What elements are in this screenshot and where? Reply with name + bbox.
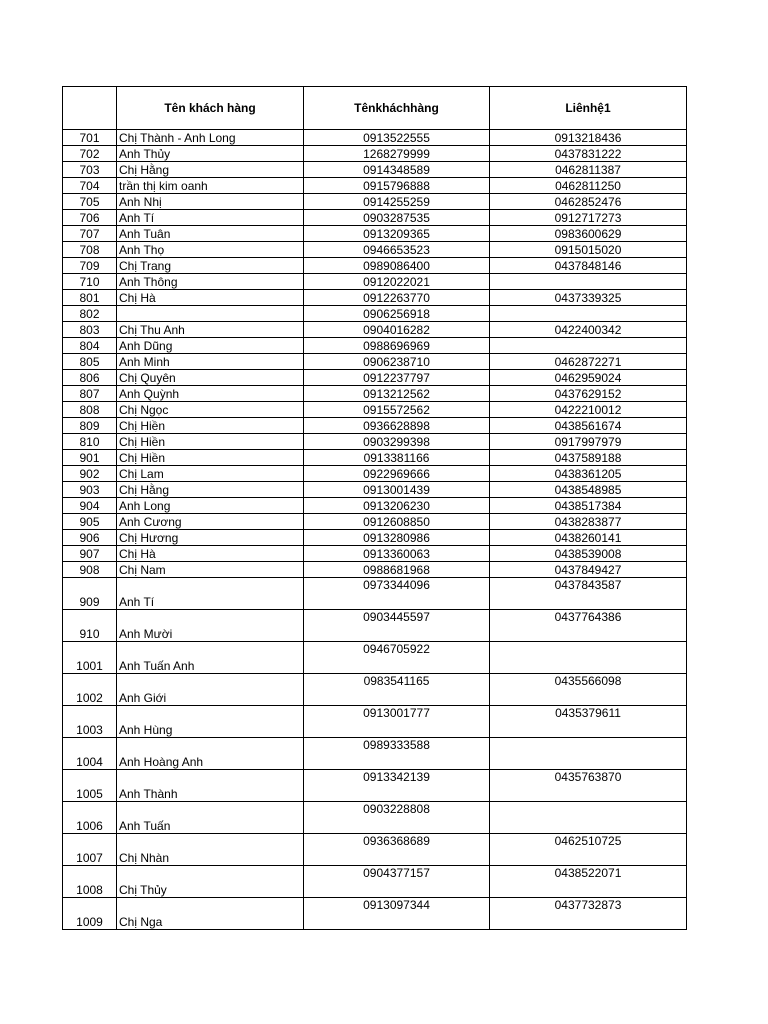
cell-phone: 0913206230 xyxy=(304,498,490,514)
cell-unit-id: 706 xyxy=(63,210,117,226)
cell-contact xyxy=(490,642,687,674)
cell-unit-id: 801 xyxy=(63,290,117,306)
table-row xyxy=(63,674,687,706)
cell-unit-id: 909 xyxy=(63,578,117,610)
cell-contact xyxy=(490,338,687,354)
cell-customer-name: Anh Long xyxy=(117,498,304,514)
table-row xyxy=(63,354,687,370)
cell-unit-id: 905 xyxy=(63,514,117,530)
cell-contact: 0437848146 xyxy=(490,258,687,274)
header-row xyxy=(63,87,687,130)
cell-customer-name: Anh Tuấn xyxy=(117,802,304,834)
cell-unit-id: 804 xyxy=(63,338,117,354)
table-row xyxy=(63,866,687,898)
cell-customer-name: Anh Tuân xyxy=(117,226,304,242)
cell-customer-name: Anh Thủy xyxy=(117,146,304,162)
customer-table xyxy=(62,86,687,930)
cell-customer-name: Anh Thông xyxy=(117,274,304,290)
cell-phone: 0983541165 xyxy=(304,674,490,706)
cell-customer-name: Anh Nhị xyxy=(117,194,304,210)
table-row xyxy=(63,450,687,466)
cell-unit-id: 906 xyxy=(63,530,117,546)
table-row xyxy=(63,738,687,770)
cell-unit-id: 901 xyxy=(63,450,117,466)
cell-unit-id: 701 xyxy=(63,130,117,146)
cell-contact: 0462872271 xyxy=(490,354,687,370)
table-row xyxy=(63,562,687,578)
cell-contact: 0422400342 xyxy=(490,322,687,338)
cell-contact: 0438548985 xyxy=(490,482,687,498)
cell-customer-name: Chị Thành - Anh Long xyxy=(117,130,304,146)
cell-contact: 0438260141 xyxy=(490,530,687,546)
table-row xyxy=(63,466,687,482)
cell-unit-id: 702 xyxy=(63,146,117,162)
cell-contact: 0437732873 xyxy=(490,898,687,930)
cell-customer-name: Chị Hiền xyxy=(117,418,304,434)
table-row xyxy=(63,706,687,738)
table-row xyxy=(63,898,687,930)
cell-customer-name: Chị Ngọc xyxy=(117,402,304,418)
cell-contact: 0913218436 xyxy=(490,130,687,146)
cell-phone: 0936628898 xyxy=(304,418,490,434)
cell-phone: 0906256918 xyxy=(304,306,490,322)
table-row xyxy=(63,482,687,498)
cell-unit-id: 704 xyxy=(63,178,117,194)
cell-unit-id: 904 xyxy=(63,498,117,514)
cell-phone: 0913360063 xyxy=(304,546,490,562)
cell-customer-name: Chị Thu Anh xyxy=(117,322,304,338)
cell-phone: 0913097344 xyxy=(304,898,490,930)
cell-contact: 0435566098 xyxy=(490,674,687,706)
cell-contact: 0422210012 xyxy=(490,402,687,418)
cell-customer-name: Anh Tí xyxy=(117,578,304,610)
cell-contact: 0438361205 xyxy=(490,466,687,482)
cell-customer-name: Anh Tuấn Anh xyxy=(117,642,304,674)
cell-customer-name: Anh Dũng xyxy=(117,338,304,354)
cell-unit-id: 808 xyxy=(63,402,117,418)
cell-unit-id: 807 xyxy=(63,386,117,402)
cell-unit-id: 810 xyxy=(63,434,117,450)
table-row xyxy=(63,306,687,322)
cell-customer-name: Chị Hà xyxy=(117,290,304,306)
table-row xyxy=(63,274,687,290)
table-row xyxy=(63,642,687,674)
cell-phone: 0912237797 xyxy=(304,370,490,386)
cell-contact xyxy=(490,306,687,322)
cell-unit-id: 802 xyxy=(63,306,117,322)
cell-phone: 0988681968 xyxy=(304,562,490,578)
cell-contact: 0437849427 xyxy=(490,562,687,578)
cell-customer-name: Chị Hằng xyxy=(117,162,304,178)
cell-contact: 0437339325 xyxy=(490,290,687,306)
cell-phone: 0913381166 xyxy=(304,450,490,466)
cell-phone: 0915796888 xyxy=(304,178,490,194)
table-row xyxy=(63,498,687,514)
cell-contact xyxy=(490,738,687,770)
cell-phone: 0912022021 xyxy=(304,274,490,290)
table-row xyxy=(63,226,687,242)
table-row xyxy=(63,162,687,178)
cell-customer-name: Chị Thủy xyxy=(117,866,304,898)
cell-unit-id: 1003 xyxy=(63,706,117,738)
cell-customer-name: Anh Thành xyxy=(117,770,304,802)
cell-contact: 0917997979 xyxy=(490,434,687,450)
cell-customer-name: Chị Nga xyxy=(117,898,304,930)
cell-phone: 0914255259 xyxy=(304,194,490,210)
cell-phone: 0903228808 xyxy=(304,802,490,834)
cell-customer-name: trần thị kim oanh xyxy=(117,178,304,194)
cell-customer-name: Chị Trang xyxy=(117,258,304,274)
cell-unit-id: 1005 xyxy=(63,770,117,802)
cell-unit-id: 805 xyxy=(63,354,117,370)
cell-customer-name: Chị Hằng xyxy=(117,482,304,498)
cell-phone: 0946653523 xyxy=(304,242,490,258)
cell-unit-id: 806 xyxy=(63,370,117,386)
table-row xyxy=(63,146,687,162)
header-customer-name: Tên khách hàng xyxy=(117,87,304,130)
cell-phone: 0988696969 xyxy=(304,338,490,354)
cell-phone: 0913212562 xyxy=(304,386,490,402)
cell-contact: 0437629152 xyxy=(490,386,687,402)
cell-contact: 0462811250 xyxy=(490,178,687,194)
cell-unit-id: 803 xyxy=(63,322,117,338)
cell-phone: 0915572562 xyxy=(304,402,490,418)
cell-contact: 0438522071 xyxy=(490,866,687,898)
cell-contact: 0462811387 xyxy=(490,162,687,178)
cell-customer-name: Chị Hiền xyxy=(117,434,304,450)
cell-unit-id: 1007 xyxy=(63,834,117,866)
cell-contact: 0983600629 xyxy=(490,226,687,242)
cell-contact xyxy=(490,274,687,290)
cell-unit-id: 907 xyxy=(63,546,117,562)
header-id xyxy=(63,87,117,130)
cell-customer-name: Anh Tí xyxy=(117,210,304,226)
table-row xyxy=(63,530,687,546)
cell-customer-name: Chị Nam xyxy=(117,562,304,578)
cell-contact: 0435379611 xyxy=(490,706,687,738)
cell-unit-id: 709 xyxy=(63,258,117,274)
cell-phone: 0904377157 xyxy=(304,866,490,898)
table-row xyxy=(63,178,687,194)
table-row xyxy=(63,402,687,418)
cell-phone: 0922969666 xyxy=(304,466,490,482)
cell-contact: 0462510725 xyxy=(490,834,687,866)
header-contact: Liênhệ1 xyxy=(490,87,687,130)
cell-phone: 0913522555 xyxy=(304,130,490,146)
cell-unit-id: 809 xyxy=(63,418,117,434)
table-row xyxy=(63,210,687,226)
cell-phone: 0903299398 xyxy=(304,434,490,450)
cell-contact: 0437831222 xyxy=(490,146,687,162)
cell-contact: 0912717273 xyxy=(490,210,687,226)
cell-phone: 0903445597 xyxy=(304,610,490,642)
table-row xyxy=(63,770,687,802)
cell-contact: 0915015020 xyxy=(490,242,687,258)
cell-phone: 0904016282 xyxy=(304,322,490,338)
table-row xyxy=(63,322,687,338)
cell-contact: 0437764386 xyxy=(490,610,687,642)
cell-customer-name: Anh Cương xyxy=(117,514,304,530)
cell-customer-name: Chị Lam xyxy=(117,466,304,482)
cell-phone: 0906238710 xyxy=(304,354,490,370)
cell-phone: 0912263770 xyxy=(304,290,490,306)
cell-phone: 0913209365 xyxy=(304,226,490,242)
cell-customer-name: Anh Minh xyxy=(117,354,304,370)
table-row xyxy=(63,386,687,402)
cell-unit-id: 1002 xyxy=(63,674,117,706)
cell-unit-id: 1006 xyxy=(63,802,117,834)
cell-phone: 0913001777 xyxy=(304,706,490,738)
table-row xyxy=(63,578,687,610)
cell-phone: 0913280986 xyxy=(304,530,490,546)
cell-customer-name: Chị Hương xyxy=(117,530,304,546)
cell-phone: 0914348589 xyxy=(304,162,490,178)
cell-contact: 0435763870 xyxy=(490,770,687,802)
cell-phone: 0936368689 xyxy=(304,834,490,866)
table-row xyxy=(63,418,687,434)
cell-customer-name: Anh Giới xyxy=(117,674,304,706)
cell-customer-name: Anh Hoàng Anh xyxy=(117,738,304,770)
cell-phone: 1268279999 xyxy=(304,146,490,162)
cell-phone: 0946705922 xyxy=(304,642,490,674)
cell-unit-id: 1009 xyxy=(63,898,117,930)
table-row xyxy=(63,546,687,562)
cell-contact xyxy=(490,802,687,834)
cell-phone: 0913001439 xyxy=(304,482,490,498)
cell-unit-id: 902 xyxy=(63,466,117,482)
header-customer-phone: Tênkháchhàng xyxy=(304,87,490,130)
cell-customer-name: Anh Mười xyxy=(117,610,304,642)
cell-unit-id: 910 xyxy=(63,610,117,642)
table-row xyxy=(63,194,687,210)
table-row xyxy=(63,610,687,642)
cell-customer-name: Chị Hiền xyxy=(117,450,304,466)
cell-unit-id: 705 xyxy=(63,194,117,210)
table-row xyxy=(63,370,687,386)
cell-contact: 0438283877 xyxy=(490,514,687,530)
table-row xyxy=(63,258,687,274)
cell-unit-id: 703 xyxy=(63,162,117,178)
table-row xyxy=(63,834,687,866)
cell-customer-name: Chị Quyên xyxy=(117,370,304,386)
table-row xyxy=(63,802,687,834)
cell-customer-name: Anh Quỳnh xyxy=(117,386,304,402)
cell-customer-name: Anh Hùng xyxy=(117,706,304,738)
cell-unit-id: 1004 xyxy=(63,738,117,770)
cell-contact: 0438539008 xyxy=(490,546,687,562)
cell-contact: 0462852476 xyxy=(490,194,687,210)
table-row xyxy=(63,290,687,306)
cell-unit-id: 1008 xyxy=(63,866,117,898)
cell-phone: 0989086400 xyxy=(304,258,490,274)
cell-phone: 0912608850 xyxy=(304,514,490,530)
table-row xyxy=(63,514,687,530)
table-row xyxy=(63,338,687,354)
cell-customer-name xyxy=(117,306,304,322)
cell-phone: 0973344096 xyxy=(304,578,490,610)
cell-phone: 0989333588 xyxy=(304,738,490,770)
cell-unit-id: 908 xyxy=(63,562,117,578)
cell-unit-id: 1001 xyxy=(63,642,117,674)
cell-customer-name: Chị Hà xyxy=(117,546,304,562)
cell-phone: 0903287535 xyxy=(304,210,490,226)
cell-contact: 0438561674 xyxy=(490,418,687,434)
cell-contact: 0462959024 xyxy=(490,370,687,386)
table-body xyxy=(63,130,687,930)
cell-contact: 0437843587 xyxy=(490,578,687,610)
cell-unit-id: 707 xyxy=(63,226,117,242)
cell-unit-id: 708 xyxy=(63,242,117,258)
cell-unit-id: 710 xyxy=(63,274,117,290)
table-row xyxy=(63,434,687,450)
cell-customer-name: Anh Thọ xyxy=(117,242,304,258)
cell-customer-name: Chị Nhàn xyxy=(117,834,304,866)
cell-phone: 0913342139 xyxy=(304,770,490,802)
cell-unit-id: 903 xyxy=(63,482,117,498)
table-row xyxy=(63,242,687,258)
table-row xyxy=(63,130,687,146)
cell-contact: 0437589188 xyxy=(490,450,687,466)
cell-contact: 0438517384 xyxy=(490,498,687,514)
